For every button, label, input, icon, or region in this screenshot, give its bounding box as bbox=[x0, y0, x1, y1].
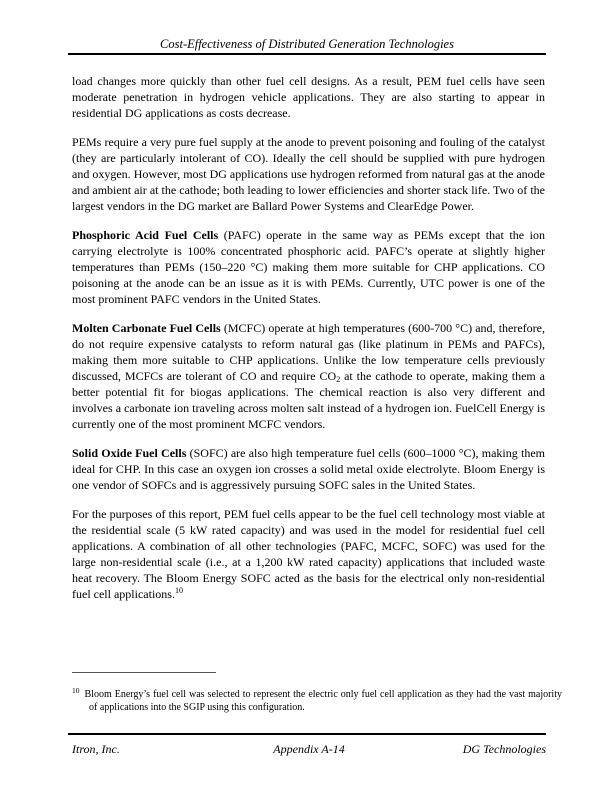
paragraph-text: (SOFC) are also high temperature fuel cells (600–1000 °C), making them ideal for CHP. In this case an oxygen ion crosses a solid metal oxide electrolyte. Bloom Energy is one vendor of SOFCs and is aggressively pursuing SOFC sales in the United States. bbox=[72, 446, 545, 492]
footer-company: Itron, Inc. bbox=[72, 742, 120, 756]
footnote-marker: 10 bbox=[72, 686, 80, 695]
paragraph bbox=[72, 445, 545, 493]
page-header bbox=[68, 37, 546, 55]
paragraph-text: at the cathode to operate, making them a better potential fit for biogas applications. The chemical reaction is also very different and involves a carbonate ion traveling across molten salt instead of a hydrogen ion. FuelCell Energy is currently one of the most prominent MCFC vendors. bbox=[72, 369, 545, 431]
paragraph-text: (PAFC) operate in the same way as PEMs except that the ion carrying electrolyte is 100% concentrated phosphoric acid. PAFC’s operate at slightly higher temperatures than PEMs (150–220 °C) making them more suitable for CHP applications. CO poisoning at the anode can be an issue as it is with PEMs. Currently, UTC power is one of the most prominent PAFC vendors in the United States. bbox=[72, 228, 545, 306]
footer-section-label: DG Technologies bbox=[462, 742, 546, 756]
paragraph-text: (MCFC) operate at high temperatures (600-700 °C) and, therefore, do not require expensive catalysts to reform natural gas (like platinum in PEMs and PAFCs), making them more suitable to CHP applications. Unlike the low temperature cells previously discussed, MCFCs are tolerant of CO and require CO bbox=[72, 321, 545, 383]
body-paragraphs bbox=[72, 73, 545, 615]
running-header-title: Cost-Effectiveness of Distributed Generation Technologies bbox=[160, 37, 454, 51]
paragraph bbox=[72, 134, 545, 214]
bold-lead-in: Phosphoric Acid Fuel Cells bbox=[72, 228, 219, 242]
paragraph-text: load changes more quickly than other fuel cell designs. As a result, PEM fuel cells have seen moderate penetration in hydrogen vehicle applications. They are also starting to appear in residential DG applications as costs decrease. bbox=[72, 74, 545, 120]
page-footer bbox=[68, 733, 546, 756]
bold-lead-in: Solid Oxide Fuel Cells bbox=[72, 446, 187, 460]
paragraph bbox=[72, 227, 545, 307]
subscript: 2 bbox=[336, 375, 341, 384]
paragraph bbox=[72, 73, 545, 121]
bold-lead-in: Molten Carbonate Fuel Cells bbox=[72, 321, 221, 335]
footnote bbox=[72, 688, 562, 714]
paragraph-text: PEMs require a very pure fuel supply at the anode to prevent poisoning and fouling of the catalyst (they are particularly intolerant of CO). Ideally the cell should be supplied with pure hydrogen and oxygen. However, most DG applications use hydrogen reformed from natural gas at the anode and ambient air at the cathode; both leading to lower efficiencies and shorter stack life. Two of the largest vendors in the DG market are Ballard Power Systems and ClearEdge Power. bbox=[72, 135, 545, 213]
paragraph-text: For the purposes of this report, PEM fuel cells appear to be the fuel cell technology most viable at the residential scale (5 kW rated capacity) and was used in the model for residential fuel cell applications. A combination of all other technologies (PAFC, MCFC, SOFC) was used for the large non-residential scale (i.e., at a 1,200 kW rated capacity) applications that included waste heat recovery. The Bloom Energy SOFC acted as the basis for the electrical only non-residential fuel cell applications. bbox=[72, 507, 545, 601]
footnote-reference: 10 bbox=[174, 586, 183, 595]
footnote-separator bbox=[72, 672, 216, 673]
footnote-text: Bloom Energy’s fuel cell was selected to represent the electric only fuel cell application as they had the vast majority of applications into the SGIP using this configuration. bbox=[84, 689, 562, 713]
footer-page-label: Appendix A-14 bbox=[273, 742, 345, 756]
paragraph bbox=[72, 506, 545, 602]
paragraph bbox=[72, 320, 545, 432]
